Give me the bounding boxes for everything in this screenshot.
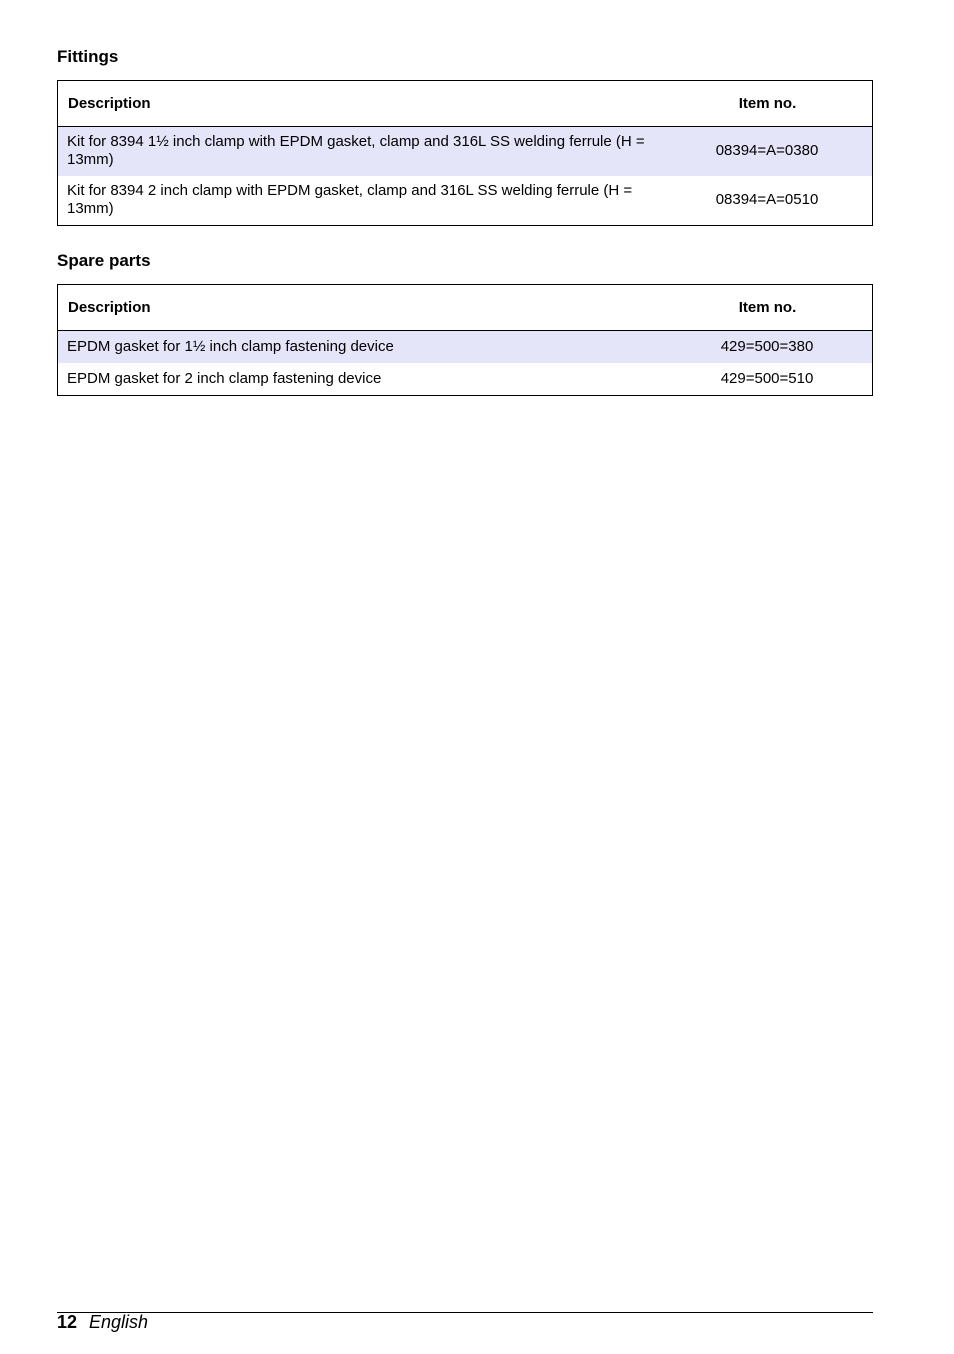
fittings-table: [57, 80, 873, 226]
item-no-cell: 429=500=510: [720, 370, 814, 387]
description-cell: Kit for 8394 2 inch clamp with EPDM gasket, clamp and 316L SS welding ferrule (H = 13mm): [67, 182, 633, 217]
table-row: [58, 176, 873, 226]
item-no-column-header: Item no.: [663, 81, 873, 127]
description-cell: Kit for 8394 1½ inch clamp with EPDM gasket, clamp and 316L SS welding ferrule (H = 13mm): [58, 127, 664, 177]
page-number: 12: [57, 1312, 78, 1332]
description-cell: EPDM gasket for 2 inch clamp fastening device: [67, 370, 382, 387]
description-column-header: Description: [58, 285, 664, 331]
table-row: [58, 127, 873, 177]
spare-parts-table: [57, 284, 873, 396]
table-header-row: [58, 81, 873, 127]
table-row: [58, 331, 873, 364]
item-no-column-header: Item no.: [663, 285, 873, 331]
item-no-cell: 08394=A=0510: [715, 191, 819, 208]
fittings-heading: Fittings: [57, 47, 119, 66]
page-footer: [57, 1312, 148, 1332]
description-column-header: Description: [58, 81, 664, 127]
table-row: [58, 363, 873, 396]
description-cell: EPDM gasket for 1½ inch clamp fastening device: [58, 331, 664, 364]
item-no-cell: 08394=A=0380: [663, 127, 873, 177]
footer-divider: [57, 1312, 873, 1313]
footer-language: English: [89, 1312, 149, 1332]
spare-parts-heading: Spare parts: [57, 251, 151, 270]
item-no-cell: 429=500=380: [663, 331, 873, 364]
table-header-row: [58, 285, 873, 331]
